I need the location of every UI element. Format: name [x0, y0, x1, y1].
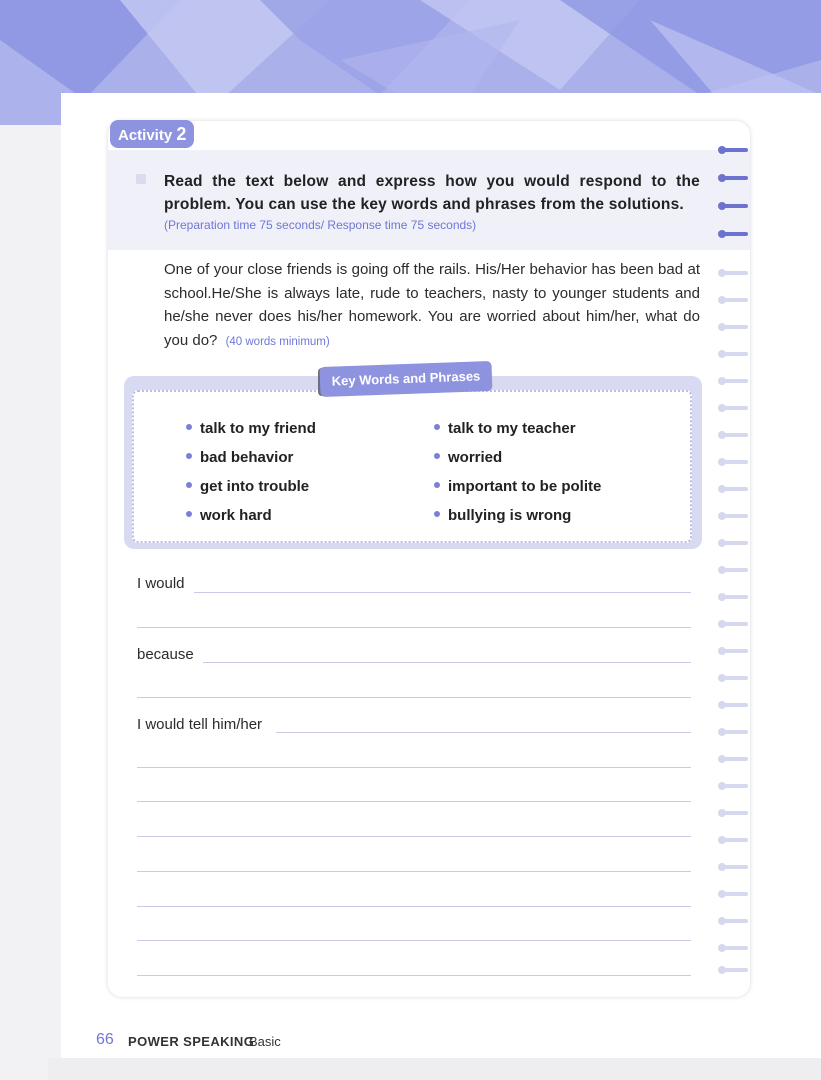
binding-ring-icon [718, 892, 748, 897]
binding-ring-icon [718, 919, 748, 924]
binding-ring-icon [718, 325, 748, 330]
binding-ring-icon [718, 568, 748, 573]
binding-ring-icon [718, 379, 748, 384]
binding-ring-icon [718, 622, 748, 627]
binding-ring-icon [718, 730, 748, 735]
activity-badge [110, 120, 194, 148]
key-word-item: bullying is wrong [434, 507, 571, 524]
binding-ring-icon [718, 946, 748, 951]
key-word-item: talk to my friend [186, 420, 316, 437]
activity-number: 2 [176, 124, 187, 144]
page-bottom-edge [48, 1058, 821, 1080]
binding-ring-icon [718, 433, 748, 438]
answer-line[interactable] [137, 767, 691, 768]
binding-ring-icon [718, 757, 748, 762]
answer-line[interactable] [276, 732, 691, 733]
prompt-tell: I would tell him/her [137, 716, 263, 733]
binding-ring-icon [718, 703, 748, 708]
bullet-icon [434, 453, 440, 459]
binding-ring-icon [718, 232, 748, 237]
problem-passage [164, 258, 700, 354]
prompt-because: because [137, 646, 194, 663]
key-word-item: get into trouble [186, 478, 309, 495]
key-word-item: worried [434, 449, 502, 466]
book-title: POWER SPEAKING [128, 1034, 255, 1049]
binding-ring-icon [718, 352, 748, 357]
binding-ring-icon [718, 204, 748, 209]
binding-ring-icon [718, 514, 748, 519]
page-number: 66 [96, 1031, 114, 1048]
binding-ring-icon [718, 271, 748, 276]
activity-label: Activity [118, 127, 173, 144]
key-word-item: important to be polite [434, 478, 601, 495]
timing-note: (Preparation time 75 seconds/ Response time 75 seconds) [164, 218, 477, 232]
answer-line[interactable] [137, 836, 691, 837]
answer-line[interactable] [137, 975, 691, 976]
binding-ring-icon [718, 811, 748, 816]
answer-line[interactable] [203, 662, 691, 663]
answer-line[interactable] [137, 871, 691, 872]
binding-ring-icon [718, 487, 748, 492]
book-level: Basic [249, 1034, 281, 1049]
bullet-icon [186, 424, 192, 430]
answer-line[interactable] [137, 627, 691, 628]
binding-ring-icon [718, 968, 748, 973]
binding-ring-icon [718, 148, 748, 153]
binding-ring-icon [718, 838, 748, 843]
bullet-icon [434, 424, 440, 430]
answer-line[interactable] [137, 697, 691, 698]
key-word-item: bad behavior [186, 449, 293, 466]
binding-ring-icon [718, 595, 748, 600]
passage-text: One of your close friends is going off the rails. His/Her behavior has been bad at school.He/She is always late, rude to teachers, nasty to younger students and he/she never does his/her homework. You are worried about him/her, what do you do? [164, 261, 700, 349]
word-minimum-note: (40 words minimum) [225, 335, 330, 348]
binding-ring-icon [718, 676, 748, 681]
answer-line[interactable] [137, 801, 691, 802]
binding-ring-icon [718, 541, 748, 546]
bullet-icon [434, 482, 440, 488]
prompt-i-would: I would [137, 575, 185, 592]
bullet-icon [186, 453, 192, 459]
page-gutter [0, 125, 61, 1080]
answer-line[interactable] [137, 940, 691, 941]
binding-ring-icon [718, 176, 748, 181]
binding-ring-icon [718, 865, 748, 870]
binding-ring-icon [718, 298, 748, 303]
binding-ring-icon [718, 784, 748, 789]
answer-line[interactable] [194, 592, 691, 593]
binding-ring-icon [718, 406, 748, 411]
instruction-bullet-icon [136, 174, 146, 184]
key-word-item: talk to my teacher [434, 420, 576, 437]
instruction-text: Read the text below and express how you would respond to the problem. You can use the key words and phrases from the solutions. [164, 173, 700, 213]
key-word-item: work hard [186, 507, 272, 524]
key-words-title: Key Words and Phrases [320, 361, 493, 397]
activity-card [108, 121, 750, 997]
binding-ring-icon [718, 649, 748, 654]
binding-ring-icon [718, 460, 748, 465]
bullet-icon [186, 511, 192, 517]
bullet-icon [434, 511, 440, 517]
answer-line[interactable] [137, 906, 691, 907]
bullet-icon [186, 482, 192, 488]
